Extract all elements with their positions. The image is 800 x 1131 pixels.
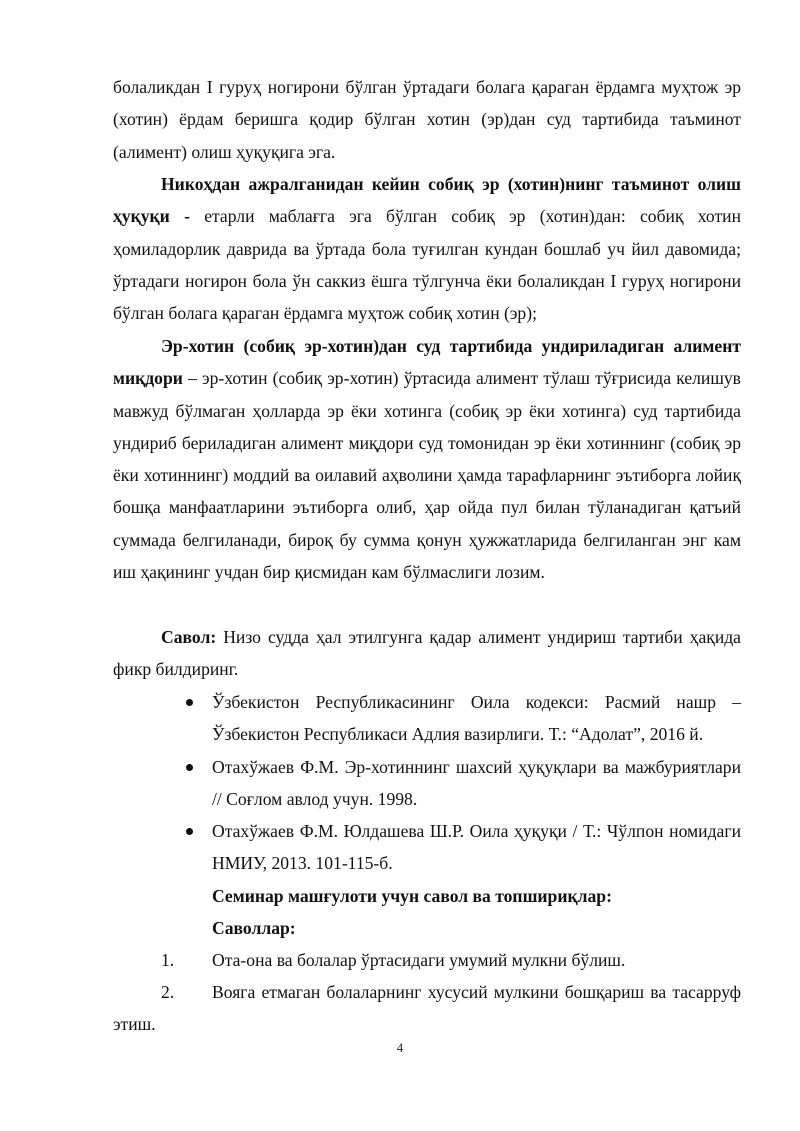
reference-list (212, 686, 741, 880)
question-item-text: Ота-она ва болалар ўртасидаги умумий мулкни бўлиш. (212, 950, 626, 970)
definition-former-spouse-support: етарли маблағга эга бўлган собиқ эр (хотин)дан: собиқ хотин ҳомиладорлик даврида ва ўртада бола туғилган кундан бошлаб уч йил давомида; ўртадаги ногирон бола ўн саккиз ёшга тўлгунча ёки болаликдан I гуруҳ ногирони бўлган болага қараган ёрдамга муҳтож собиқ хотин (эр); (113, 206, 741, 324)
question-item-text: Вояга етмаган болаларнинг хусусий мулкини бошқариш ва тасарруф этиш. (113, 982, 741, 1035)
seminar-heading: Семинар машғулоти учун савол ва топшириқлар: (212, 886, 612, 906)
term-alimony-amount: Эр-хотин (собиқ эр-хотин)дан суд тартибида ундириладиган алимент миқдори (113, 336, 741, 389)
question-text: Низо судда ҳал этилгунга қадар алимент ундириш тартиби ҳақида фикр билдиринг. (113, 627, 741, 680)
reference-text: Отахўжаев Ф.М. Эр-хотиннинг шахсий ҳуқуқлари ва мажбуриятлари // Соғлом авлод учун. 1998. (212, 756, 741, 809)
question-number: 2. (161, 982, 175, 1002)
question-item (113, 976, 741, 1041)
paragraph-former-spouse-support (113, 168, 741, 329)
page-number: 4 (396, 1040, 404, 1055)
bullet-icon (186, 699, 193, 706)
question-number: 1. (161, 950, 175, 970)
paragraph-alimony-amount (113, 330, 741, 588)
reference-item (212, 686, 741, 751)
bullet-icon (186, 828, 193, 835)
question-label: Савол: (161, 627, 217, 647)
paragraph-question (113, 621, 741, 686)
definition-alimony-amount: – эр-хотин (собиқ эр-хотин) ўртасида алимент тўлаш тўғрисида келишув мавжуд бўлмаган ҳолларда эр ёки хотинга (собиқ эр ёки хотинга) суд тартибида ундириб бериладиган алимент миқдори суд томонидан эр ёки хотиннинг (собиқ эр ёки хотиннинг) моддий ва оилавий аҳволини ҳамда тарафларнинг эътиборга лойиқ бошқа манфаатларини эътиборга олиб, ҳар ойда пул билан тўланадиган қатъий суммада белгиланади, бироқ бу сумма қонун ҳужжатларида белгиланган энг кам иш ҳақининг учдан бир қисмидан кам бўлмаслиги лозим. (113, 368, 741, 583)
questions-heading: Саволлар: (212, 918, 296, 938)
question-item (161, 944, 626, 976)
paragraph-continuation: болаликдан I гуруҳ ногирони бўлган ўртадаги болага қараган ёрдамга муҳтож эр (хотин) ёрдам беришга қодир бўлган хотин (эр)дан суд тартибида таъминот (алимент) олиш ҳуқуқига эга. (113, 77, 741, 162)
reference-item (212, 815, 741, 880)
term-former-spouse-support: Никоҳдан ажралганидан кейин собиқ эр (хотин)нинг таъминот олиш ҳуқуқи - (113, 174, 741, 227)
reference-text: Ўзбекистон Республикасининг Оила кодекси: Расмий нашр – Ўзбекистон Республикаси Адлия вазирлиги. Т.: “Адолат”, 2016 й. (212, 692, 741, 745)
bullet-icon (186, 764, 193, 771)
reference-item (212, 751, 741, 816)
reference-text: Отахўжаев Ф.М. Юлдашева Ш.Р. Оила ҳуқуқи / Т.: Чўлпон номидаги НМИУ, 2013. 101-115-б. (212, 821, 741, 874)
